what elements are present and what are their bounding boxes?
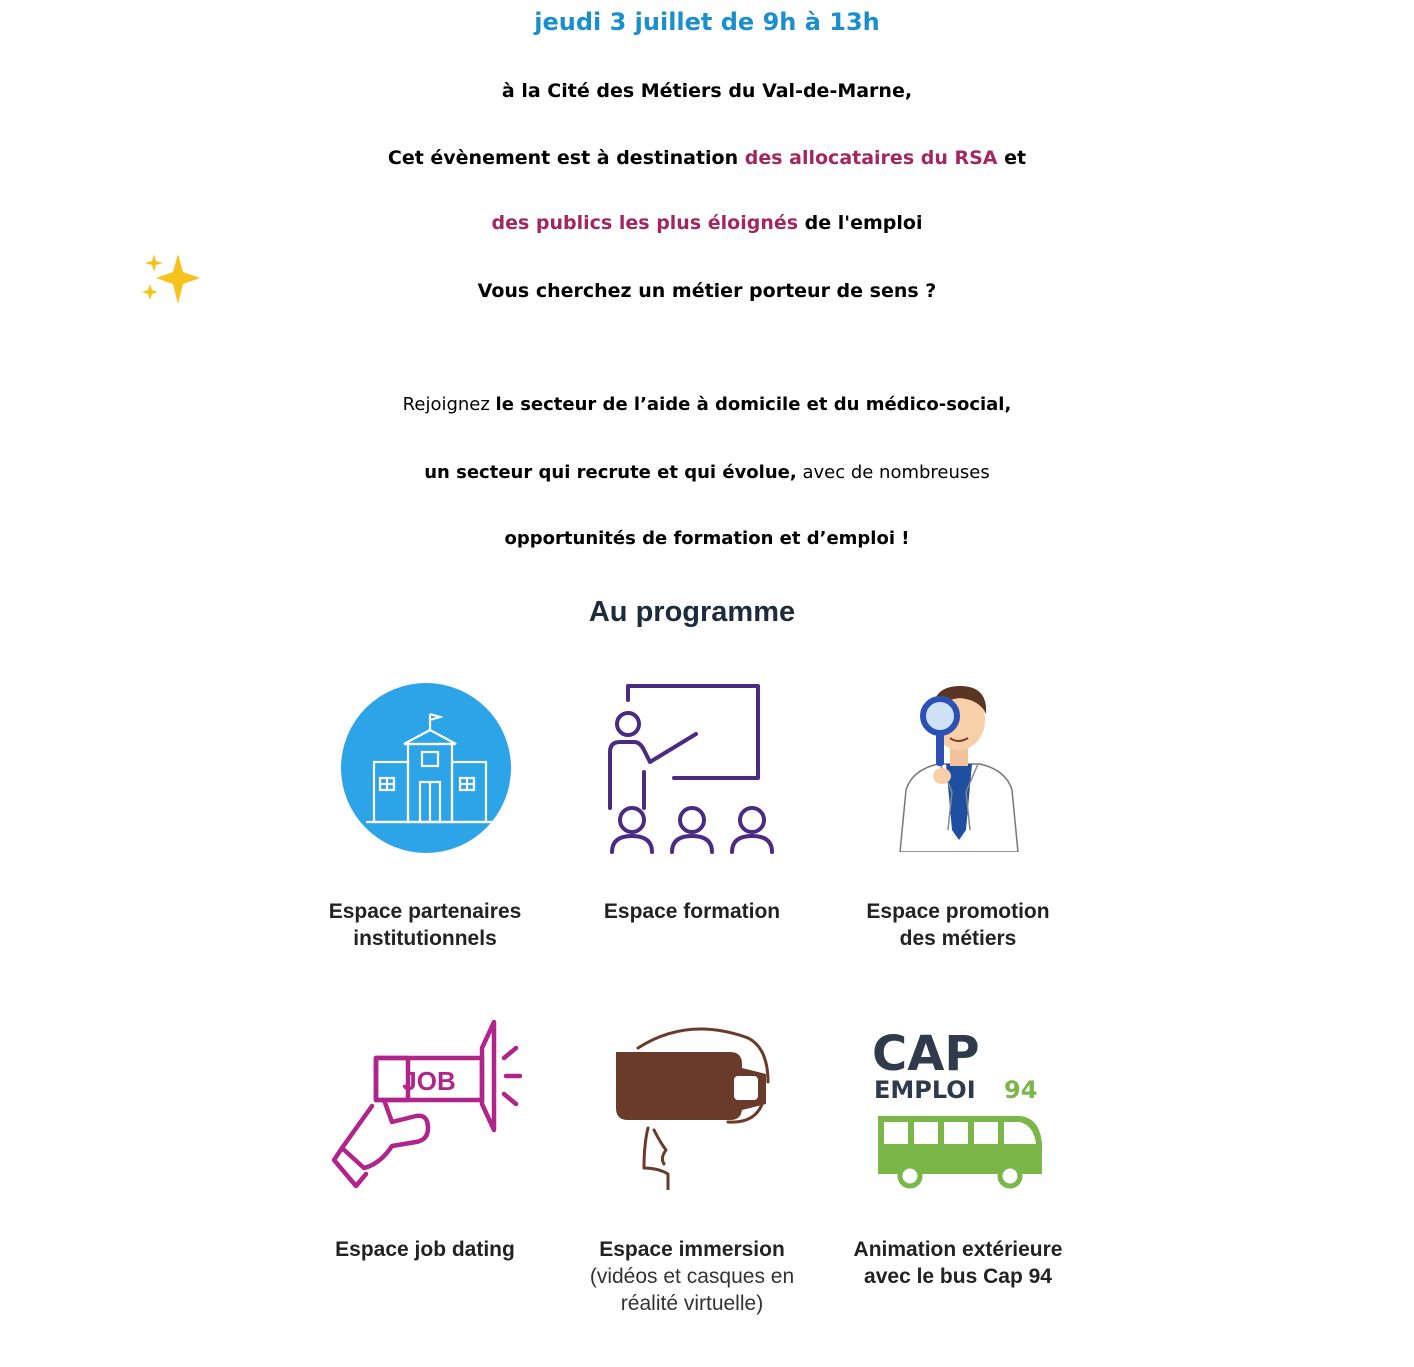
audience-text-et: et	[997, 147, 1027, 169]
caption-partenaires-line1: Espace partenaires	[328, 900, 522, 923]
caption-promotion-line1: Espace promotion	[866, 900, 1050, 923]
event-place: à la Cité des Métiers du Val-de-Marne,	[501, 80, 913, 102]
emploi-logo-text: EMPLOI	[874, 1076, 976, 1104]
programme-title: Au programme	[588, 596, 796, 628]
audience-text-emploi: de l'emploi	[798, 212, 923, 234]
teacher-icon	[604, 680, 780, 856]
body-line-2	[0, 462, 1414, 483]
cap-emploi-bus-icon	[870, 1026, 1048, 1192]
body-opportunites: opportunités de formation et d’emploi !	[504, 528, 910, 549]
caption-partenaires-line2: institutionnels	[353, 927, 497, 950]
body-nombreuses: avec de nombreuses	[796, 462, 990, 483]
vr-headset-icon	[608, 1018, 778, 1190]
audience-line-2	[0, 212, 1414, 234]
caption-promotion	[828, 898, 1088, 952]
caption-immersion-line1: Espace immersion	[599, 1238, 785, 1261]
body-rejoignez: Rejoignez	[402, 394, 496, 415]
event-date: jeudi 3 juillet de 9h à 13h	[534, 8, 880, 36]
caption-formation-line1: Espace formation	[603, 900, 781, 923]
audience-text: Cet évènement est à destination	[387, 147, 745, 169]
caption-animation	[828, 1236, 1088, 1290]
question-line: Vous cherchez un métier porteur de sens ?	[477, 280, 937, 302]
caption-immersion-sub1: (vidéos et casques en	[589, 1265, 795, 1288]
caption-immersion	[562, 1236, 822, 1317]
94-logo-text: 94	[1004, 1076, 1038, 1104]
caption-animation-line2: avec le bus Cap 94	[864, 1265, 1052, 1288]
building-icon	[340, 682, 512, 854]
caption-promotion-line2: des métiers	[899, 927, 1017, 950]
megaphone-job-text: JOB	[402, 1066, 456, 1096]
caption-immersion-sub2: réalité virtuelle)	[620, 1292, 764, 1315]
body-line-3	[0, 528, 1414, 549]
audience-highlight-rsa: des allocataires du RSA	[744, 147, 998, 169]
body-secteur: le secteur de l’aide à domicile et du médico-social,	[495, 394, 1012, 415]
caption-partenaires	[295, 898, 555, 952]
audience-line-1	[0, 147, 1414, 169]
caption-formation	[562, 898, 822, 925]
body-line-1	[0, 394, 1414, 415]
caption-job-dating-line1: Espace job dating	[335, 1238, 515, 1261]
body-recrute: un secteur qui recrute et qui évolue,	[424, 462, 797, 483]
cap-logo-text: CAP	[872, 1026, 980, 1082]
megaphone-job-icon	[332, 1018, 522, 1190]
audience-highlight-publics: des publics les plus éloignés	[491, 212, 799, 234]
caption-animation-line1: Animation extérieure	[853, 1238, 1063, 1261]
caption-job-dating	[295, 1236, 555, 1263]
magnifier-doctor-icon	[892, 680, 1026, 852]
